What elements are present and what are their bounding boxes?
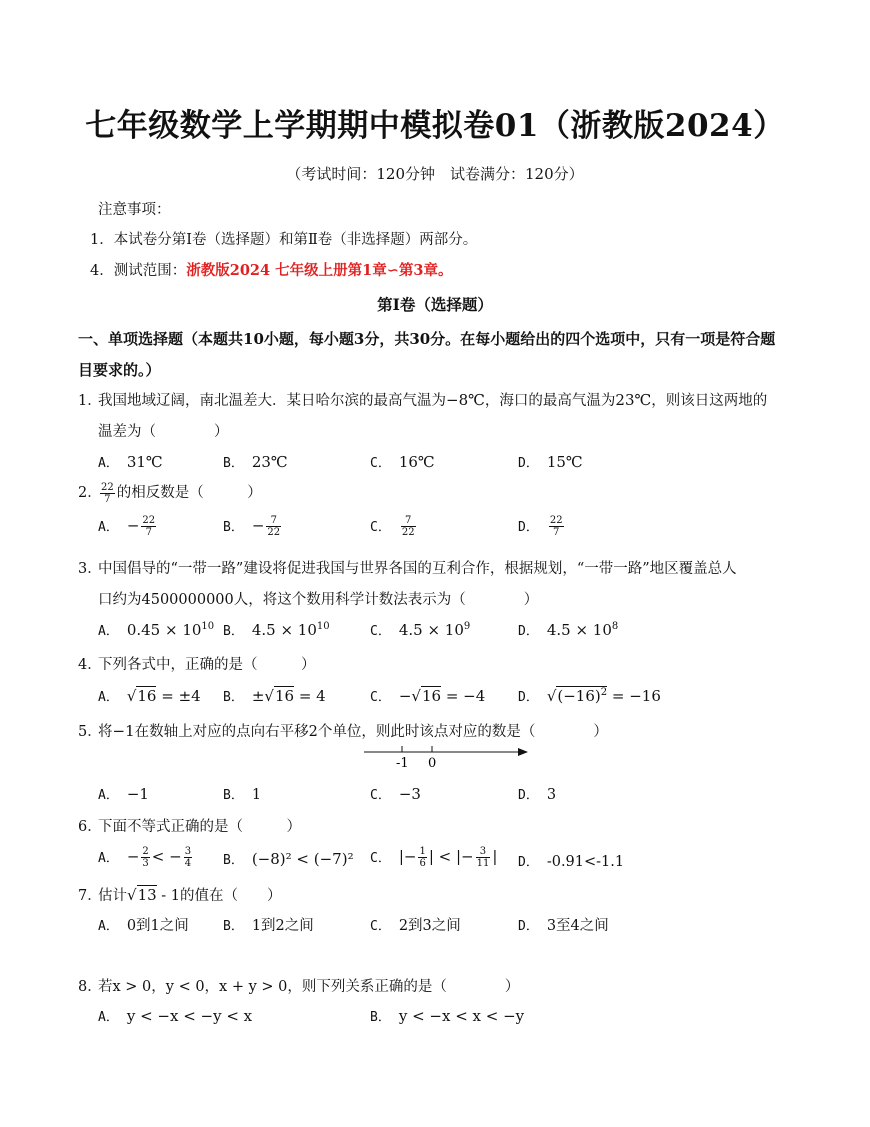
question-text: 估计 bbox=[98, 888, 127, 904]
q7-option-b[interactable] bbox=[223, 914, 314, 935]
number-line bbox=[360, 738, 535, 772]
test-scope: 浙教版2024 七年级上册第1章∽第3章。 bbox=[186, 262, 453, 279]
question-text: 我国地域辽阔，南北温差大．某日哈尔滨的最高气温为 bbox=[98, 393, 446, 409]
q5-option-c[interactable] bbox=[370, 784, 421, 803]
option-label: B． bbox=[223, 519, 244, 535]
notes-item-1: 1．本试卷分第Ⅰ卷（选择题）和第Ⅱ卷（非选择题）两部分。 bbox=[90, 232, 478, 248]
question-3 bbox=[78, 557, 737, 578]
section-heading-line2: 目要求的。） bbox=[78, 361, 161, 379]
q7-option-d[interactable] bbox=[518, 914, 609, 935]
fraction: $\frac{2}{3}$ bbox=[142, 846, 149, 869]
option-value: −1 bbox=[126, 785, 149, 803]
option-label: B． bbox=[223, 456, 244, 471]
option-value: y < −x < −y < x bbox=[126, 1007, 253, 1025]
question-text: 中国倡导的“一带一路”建设将促进我国与世界各国的互利合作，根据规划，“一带一路”地区覆盖总人 bbox=[98, 561, 737, 577]
option-value: 1 bbox=[251, 787, 262, 803]
option-label: A． bbox=[98, 1010, 119, 1025]
math-value: 13 bbox=[137, 886, 157, 904]
option-value: y < −x < x < −y bbox=[398, 1007, 525, 1025]
fraction: $\frac{22}{7}$ bbox=[549, 515, 563, 538]
q2-option-c[interactable] bbox=[370, 515, 418, 538]
option-label: C． bbox=[370, 788, 391, 803]
question-number: 2． bbox=[78, 485, 102, 501]
option-label: A． bbox=[98, 850, 119, 866]
question-text: 将 bbox=[98, 724, 113, 740]
q5-option-d[interactable] bbox=[518, 784, 556, 803]
option-label: C． bbox=[370, 850, 391, 866]
page-title: 七年级数学上学期期中模拟卷01（浙教版2024） bbox=[85, 108, 785, 144]
q1-option-c[interactable] bbox=[370, 452, 435, 471]
fraction: $\frac{3}{11}$ bbox=[476, 846, 490, 869]
q6-option-d[interactable] bbox=[518, 851, 624, 870]
arrow-icon bbox=[518, 748, 528, 756]
question-text: - 1的值在（ ） bbox=[156, 888, 282, 904]
q3-option-a[interactable]: A． $0.45 \times 10^{10}$ bbox=[98, 621, 215, 639]
notes-item-4 bbox=[90, 259, 452, 280]
option-label: D． bbox=[518, 855, 539, 870]
q8-option-a[interactable] bbox=[98, 1006, 252, 1025]
option-label: A． bbox=[98, 624, 119, 639]
option-label: C． bbox=[370, 624, 391, 639]
q4-option-d[interactable]: D． $√(-16)^2 = -16$ bbox=[518, 687, 661, 705]
math-value: 23℃ bbox=[615, 391, 652, 409]
q2-option-a[interactable]: A． − $\frac{22}{7}$ bbox=[98, 515, 156, 538]
question-number: 1． bbox=[78, 393, 102, 409]
q6-option-b[interactable] bbox=[223, 849, 354, 868]
q1-option-b[interactable] bbox=[223, 452, 288, 471]
option-value: 15℃ bbox=[546, 453, 583, 471]
option-label: D． bbox=[518, 624, 539, 639]
option-value: 0到1之间 bbox=[126, 918, 189, 934]
option-label: D． bbox=[518, 519, 539, 535]
option-value: -0.91<-1.1 bbox=[546, 854, 625, 870]
question-7: 7．估计√13 - 1的值在（ ） bbox=[78, 886, 282, 904]
question-text: 在数轴上对应的点向右平移2个单位，则此时该点对应的数是（ ） bbox=[134, 724, 608, 740]
q3-option-d[interactable]: D． $4.5 \times 10^8$ bbox=[518, 621, 619, 639]
fraction: $\frac{22}{7}$ bbox=[142, 515, 156, 538]
q2-option-d[interactable] bbox=[518, 515, 566, 538]
question-text: ，则该日这两地的 bbox=[651, 393, 768, 409]
q1-option-d[interactable] bbox=[518, 452, 583, 471]
question-number: 3． bbox=[78, 561, 102, 577]
question-4 bbox=[78, 653, 316, 674]
question-text: ，海口的最高气温为 bbox=[484, 393, 616, 409]
option-value: 2到3之间 bbox=[398, 918, 461, 934]
option-label: B． bbox=[223, 690, 244, 705]
option-label: C． bbox=[370, 690, 391, 705]
option-label: D． bbox=[518, 788, 539, 803]
fraction: $\frac{7}{22}$ bbox=[267, 515, 281, 538]
option-value: 16℃ bbox=[398, 453, 435, 471]
option-label: C． bbox=[370, 919, 391, 934]
q6-option-c[interactable]: C． |− $\frac{1}{6}$ | < |− $\frac{3}{11}$ | bbox=[370, 846, 498, 869]
question-number: 4． bbox=[78, 657, 102, 673]
q1-option-a[interactable] bbox=[98, 452, 163, 471]
option-label: A． bbox=[98, 690, 119, 705]
q4-option-b[interactable]: B． ±√16 = 4 bbox=[223, 687, 326, 705]
option-value: −3 bbox=[398, 785, 421, 803]
notes-heading: 注意事项： bbox=[98, 202, 171, 218]
part-one-title: 第Ⅰ卷（选择题） bbox=[377, 295, 493, 314]
option-label: C． bbox=[370, 519, 391, 535]
math-value: −8℃ bbox=[446, 391, 485, 409]
fraction: $\frac{22}{7}$ bbox=[101, 481, 114, 505]
q3-option-b[interactable]: B． $4.5 \times 10^{10}$ bbox=[223, 621, 330, 639]
q3-option-c[interactable]: C． $4.5 \times 10^9$ bbox=[370, 621, 471, 639]
option-value: 3至4之间 bbox=[546, 918, 609, 934]
question-3-cont: 口约为4500000000人，将这个数用科学计数法表示为（ ） bbox=[98, 592, 539, 608]
question-8 bbox=[78, 975, 519, 996]
q5-option-b[interactable] bbox=[223, 784, 261, 803]
q7-option-a[interactable] bbox=[98, 914, 189, 935]
option-label: B． bbox=[223, 788, 244, 803]
option-label: A． bbox=[98, 919, 119, 934]
option-label: B． bbox=[223, 624, 244, 639]
option-label: A． bbox=[98, 456, 119, 471]
question-2 bbox=[78, 481, 262, 505]
option-label: D． bbox=[518, 456, 539, 471]
question-1 bbox=[78, 389, 767, 410]
question-1-cont: 温差为（ ） bbox=[98, 424, 229, 440]
option-label: C． bbox=[370, 456, 391, 471]
q5-option-a[interactable] bbox=[98, 784, 149, 803]
q8-option-b[interactable] bbox=[370, 1006, 524, 1025]
axis-label: -1 bbox=[396, 756, 409, 771]
section-heading-line1: 一、单项选择题（本题共10小题，每小题3分，共30分。在每小题给出的四个选项中，只有一项是符合题 bbox=[78, 330, 776, 348]
question-number: 7． bbox=[78, 888, 102, 904]
question-text: 的相反数是（ ） bbox=[116, 485, 262, 501]
question-text: 若x > 0，y < 0，x + y > 0，则下列关系正确的是（ ） bbox=[98, 979, 520, 995]
question-number: 6． bbox=[78, 819, 102, 835]
fraction: $\frac{7}{22}$ bbox=[401, 515, 415, 538]
option-label: A． bbox=[98, 788, 119, 803]
option-value: 3 bbox=[546, 787, 557, 803]
notes-item-4-prefix: 4．测试范围： bbox=[90, 263, 187, 279]
option-value: (−8)² < (−7)² bbox=[251, 850, 354, 868]
exam-info: （考试时间：120分钟 试卷满分：120分） bbox=[286, 165, 584, 183]
fraction: $\frac{3}{4}$ bbox=[184, 846, 192, 869]
fraction: $\frac{1}{6}$ bbox=[419, 846, 426, 869]
question-number: 5． bbox=[78, 724, 102, 740]
option-label: B． bbox=[223, 853, 244, 868]
option-label: D． bbox=[518, 690, 539, 705]
question-6 bbox=[78, 815, 301, 836]
question-number: 8． bbox=[78, 979, 102, 995]
q4-option-c[interactable]: C． −√16 = −4 bbox=[370, 687, 486, 705]
axis-label: 0 bbox=[428, 756, 437, 771]
math-value: −1 bbox=[112, 722, 135, 740]
option-label: B． bbox=[223, 919, 244, 934]
q4-option-a[interactable]: A． √16 = ±4 bbox=[98, 687, 201, 705]
option-label: B． bbox=[370, 1010, 391, 1025]
question-text: 下列各式中，正确的是（ ） bbox=[98, 657, 316, 673]
option-value: 1到2之间 bbox=[251, 918, 314, 934]
question-text: 下面不等式正确的是（ ） bbox=[98, 819, 301, 835]
q2-option-b[interactable]: B． − $\frac{7}{22}$ bbox=[223, 515, 281, 538]
q6-option-a[interactable]: A． − $\frac{2}{3}$ < − $\frac{3}{4}$ bbox=[98, 846, 192, 869]
option-label: D． bbox=[518, 919, 539, 934]
option-label: A． bbox=[98, 519, 119, 535]
option-value: 23℃ bbox=[251, 453, 288, 471]
q7-option-c[interactable] bbox=[370, 914, 461, 935]
option-value: 31℃ bbox=[126, 453, 163, 471]
